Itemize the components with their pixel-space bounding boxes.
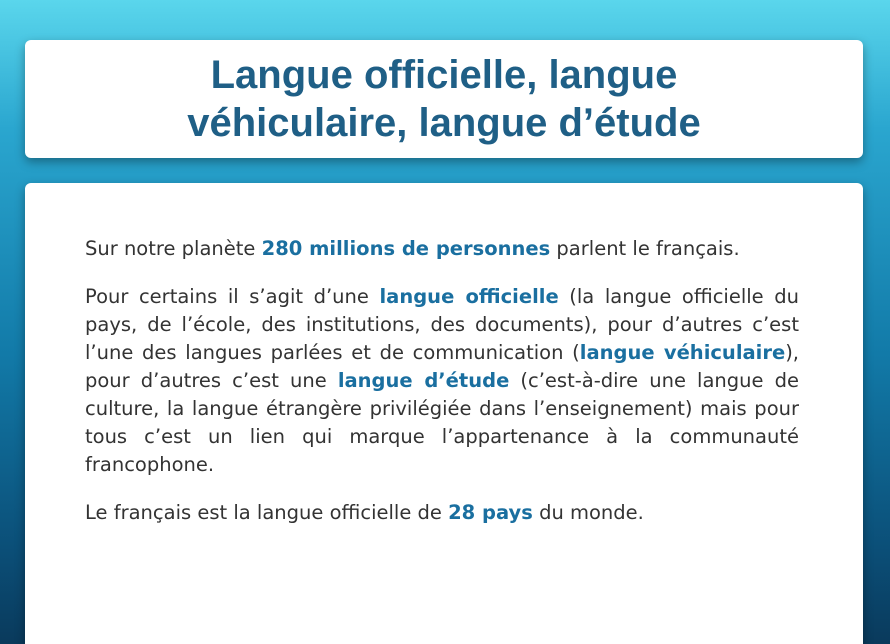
slide-title xyxy=(187,51,700,147)
paragraph-speakers-post: parlent le français. xyxy=(550,237,740,260)
speakers-count-highlight: 280 millions de personnes xyxy=(261,237,551,260)
roles-text-4: (c’est-à-dire une langue de culture, la langue étrangère privilégiée dans l’enseignement) mais pour tous c’est un lien qui marque l’appartenance à la communauté francophone. xyxy=(85,369,799,476)
countries-count-highlight: 28 pays xyxy=(448,501,533,524)
vehicular-language-highlight: langue véhiculaire xyxy=(579,341,786,364)
content-panel xyxy=(25,183,863,644)
slide-title-line-1: Langue officielle, langue xyxy=(210,53,678,97)
roles-text-1: Pour certains il s’agit d’une xyxy=(85,285,380,308)
paragraph-countries xyxy=(85,499,799,527)
official-language-highlight: langue officielle xyxy=(379,285,559,308)
title-panel xyxy=(25,40,863,158)
paragraph-speakers-pre: Sur notre planète xyxy=(85,237,262,260)
paragraph-countries-pre: Le français est la langue officielle de xyxy=(85,501,449,524)
study-language-highlight: langue d’étude xyxy=(337,369,510,392)
paragraph-language-roles xyxy=(85,283,799,479)
slide-title-line-2: véhiculaire, langue d’étude xyxy=(187,101,701,145)
paragraph-countries-post: du monde. xyxy=(532,501,644,524)
roles-text-2: (la langue officielle du pays, de l’école, des institutions, des documents), pour d’autres c’est l’une des langues parlées et de communication ( xyxy=(85,285,799,364)
roles-text-3: ), pour d’autres c’est une xyxy=(85,341,799,392)
body-text xyxy=(85,235,799,547)
paragraph-speakers xyxy=(85,235,799,263)
